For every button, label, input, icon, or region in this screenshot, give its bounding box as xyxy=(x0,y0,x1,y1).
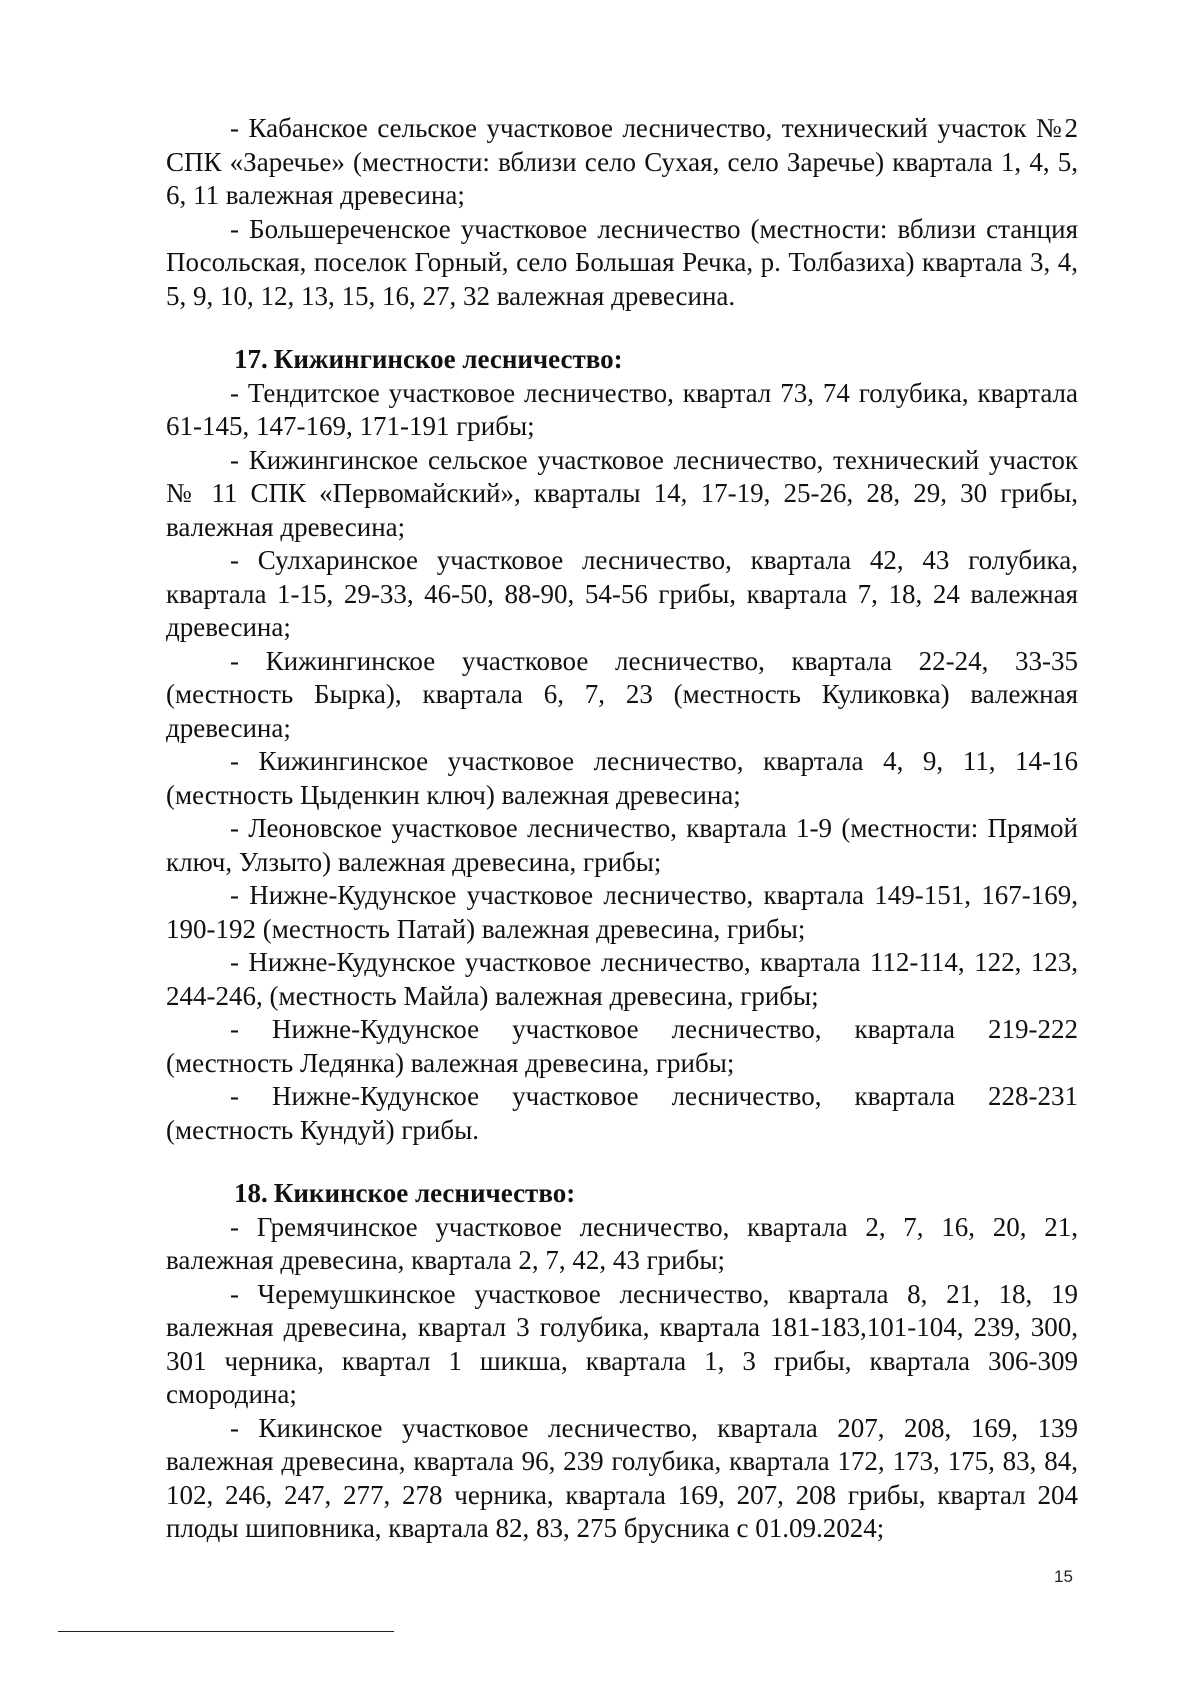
list-item: - Леоновское участковое лесничество, квартала 1-9 (местности: Прямой ключ, Улзыто) валежная древесина, грибы; xyxy=(166,813,1078,877)
list-item: - Кижингинское участковое лесничество, квартала 4, 9, 11, 14-16 (местность Цыденкин ключ) валежная древесина; xyxy=(166,746,1078,810)
list-item: - Сулхаринское участковое лесничество, квартала 42, 43 голубика, квартала 1-15, 29-33, 46-50, 88-90, 54-56 грибы, квартала 7, 18, 24 валежная древесина; xyxy=(166,545,1078,642)
list-item: - Кижингинское сельское участковое лесничество, технический участок № 11 СПК «Первомайский», кварталы 14, 17-19, 25-26, 28, 29, 30 грибы, валежная древесина; xyxy=(166,444,1078,542)
page-number: 15 xyxy=(1054,1567,1073,1586)
list-item: - Нижне-Кудунское участковое лесничество, квартала 112-114, 122, 123, 244-246, (местность Майла) валежная древесина, грибы; xyxy=(166,947,1078,1011)
list-item: - Кабанское сельское участковое лесничество, технический участок №2 СПК «Заречье» (местности: вблизи село Сухая, село Заречье) квартала 1, 4, 5, 6, 11 валежная древесина; xyxy=(166,113,1078,210)
list-item: - Нижне-Кудунское участковое лесничество, квартала 228-231 (местность Кундуй) грибы. xyxy=(166,1081,1078,1145)
list-item: - Гремячинское участковое лесничество, квартала 2, 7, 16, 20, 21, валежная древесина, квартала 2, 7, 42, 43 грибы; xyxy=(166,1211,1078,1275)
list-item: - Кикинское участковое лесничество, квартала 207, 208, 169, 139 валежная древесина, квартала 96, 239 голубика, квартала 172, 173, 175, 83, 84, 102, 246, 247, 277, 278 черника, квартала 169, 207, 208 грибы, квартал 204 плоды шиповника, квартала 82, 83, 275 брусника с 01.09.2024; xyxy=(166,1412,1078,1543)
list-item: - Нижне-Кудунское участковое лесничество, квартала 149-151, 167-169, 190-192 (местность Патай) валежная древесина, грибы; xyxy=(166,880,1078,944)
section-heading xyxy=(166,343,1078,377)
section-title: Кикинское лесничество: xyxy=(273,1178,576,1208)
list-item: - Нижне-Кудунское участковое лесничество, квартала 219-222 (местность Ледянка) валежная древесина, грибы; xyxy=(166,1014,1078,1078)
list-item: - Тендитское участковое лесничество, квартал 73, 74 голубика, квартала 61-145, 147-169, 171-191 грибы; xyxy=(166,377,1078,441)
list-item: - Кижингинское участковое лесничество, квартала 22-24, 33-35 (местность Бырка), квартала 6, 7, 23 (местность Куликовка) валежная древесина; xyxy=(166,645,1078,743)
list-item: - Черемушкинское участковое лесничество, квартала 8, 21, 18, 19 валежная древесина, квартал 3 голубика, квартала 181-183,101-104, 239, 300, 301 черника, квартал 1 шикша, квартала 1, 3 грибы, квартала 306-309 смородина; xyxy=(166,1278,1078,1409)
footnote-divider xyxy=(58,1631,394,1632)
section-number: 18. xyxy=(234,1178,268,1208)
section-heading xyxy=(166,1177,1078,1211)
document-body xyxy=(166,112,1078,1546)
section-number: 17. xyxy=(234,344,268,374)
list-item: - Большереченское участковое лесничество (местности: вблизи станция Посольская, поселок Горный, село Большая Речка, р. Толбазиха) квартала 3, 4, 5, 9, 10, 12, 13, 15, 16, 27, 32 валежная древесина. xyxy=(166,213,1078,311)
section-title: Кижингинское лесничество: xyxy=(273,344,623,374)
